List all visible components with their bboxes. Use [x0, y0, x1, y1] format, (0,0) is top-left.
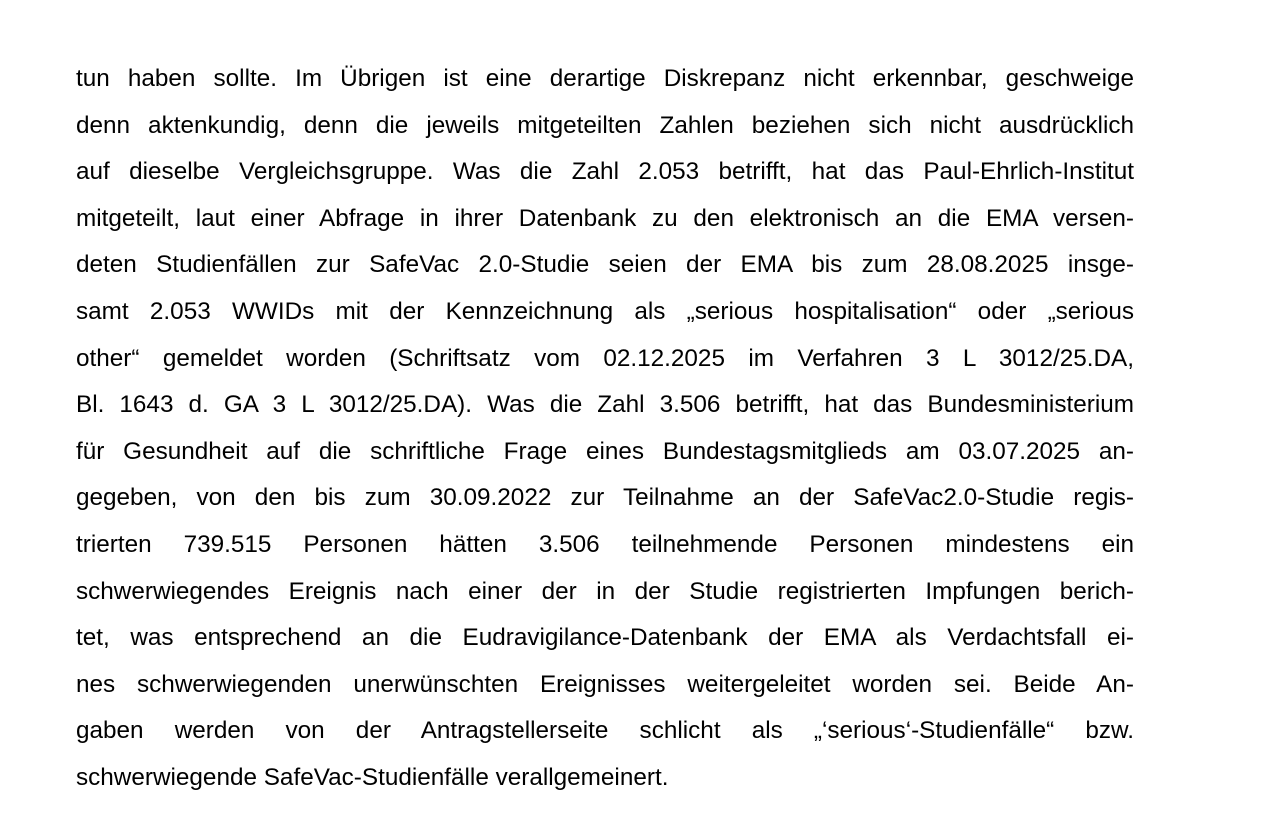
- text-line-15: gaben werden von der Antragstellerseite schlicht als „‘serious‘-Studienfälle“ bzw.: [76, 717, 1134, 745]
- text-line-9: für Gesundheit auf die schriftliche Frage eines Bundestagsmitglieds am 03.07.2025 an-: [76, 437, 1134, 465]
- document-page: [76, 59, 1134, 805]
- text-line-5: deten Studienfällen zur SafeVac 2.0-Studie seien der EMA bis zum 28.08.2025 insge-: [76, 251, 1134, 279]
- text-line-14: nes schwerwiegenden unerwünschten Ereignisses weitergeleitet worden sei. Beide An-: [76, 670, 1134, 698]
- text-line-16: schwerwiegende SafeVac-Studienfälle verallgemeinert.: [76, 763, 669, 791]
- text-line-6: samt 2.053 WWIDs mit der Kennzeichnung als „serious hospitalisation“ oder „serious: [76, 297, 1134, 325]
- text-line-10: gegeben, von den bis zum 30.09.2022 zur Teilnahme an der SafeVac2.0-Studie regis-: [76, 484, 1134, 512]
- text-line-4: mitgeteilt, laut einer Abfrage in ihrer Datenbank zu den elektronisch an die EMA versen-: [76, 204, 1134, 232]
- text-line-7: other“ gemeldet worden (Schriftsatz vom 02.12.2025 im Verfahren 3 L 3012/25.DA,: [76, 344, 1134, 372]
- text-line-12: schwerwiegendes Ereignis nach einer der in der Studie registrierten Impfungen berich-: [76, 577, 1134, 605]
- text-line-2: denn aktenkundig, denn die jeweils mitgeteilten Zahlen beziehen sich nicht ausdrücklich: [76, 111, 1134, 139]
- text-line-1: tun haben sollte. Im Übrigen ist eine derartige Diskrepanz nicht erkennbar, geschweige: [76, 65, 1134, 92]
- text-line-3: auf dieselbe Vergleichsgruppe. Was die Zahl 2.053 betrifft, hat das Paul-Ehrlich-Institut: [76, 158, 1134, 186]
- text-line-13: tet, was entsprechend an die Eudravigilance-Datenbank der EMA als Verdachtsfall ei-: [76, 624, 1134, 652]
- text-line-11: trierten 739.515 Personen hätten 3.506 teilnehmende Personen mindestens ein: [76, 530, 1134, 558]
- text-line-8: Bl. 1643 d. GA 3 L 3012/25.DA). Was die Zahl 3.506 betrifft, hat das Bundesministerium: [76, 391, 1134, 419]
